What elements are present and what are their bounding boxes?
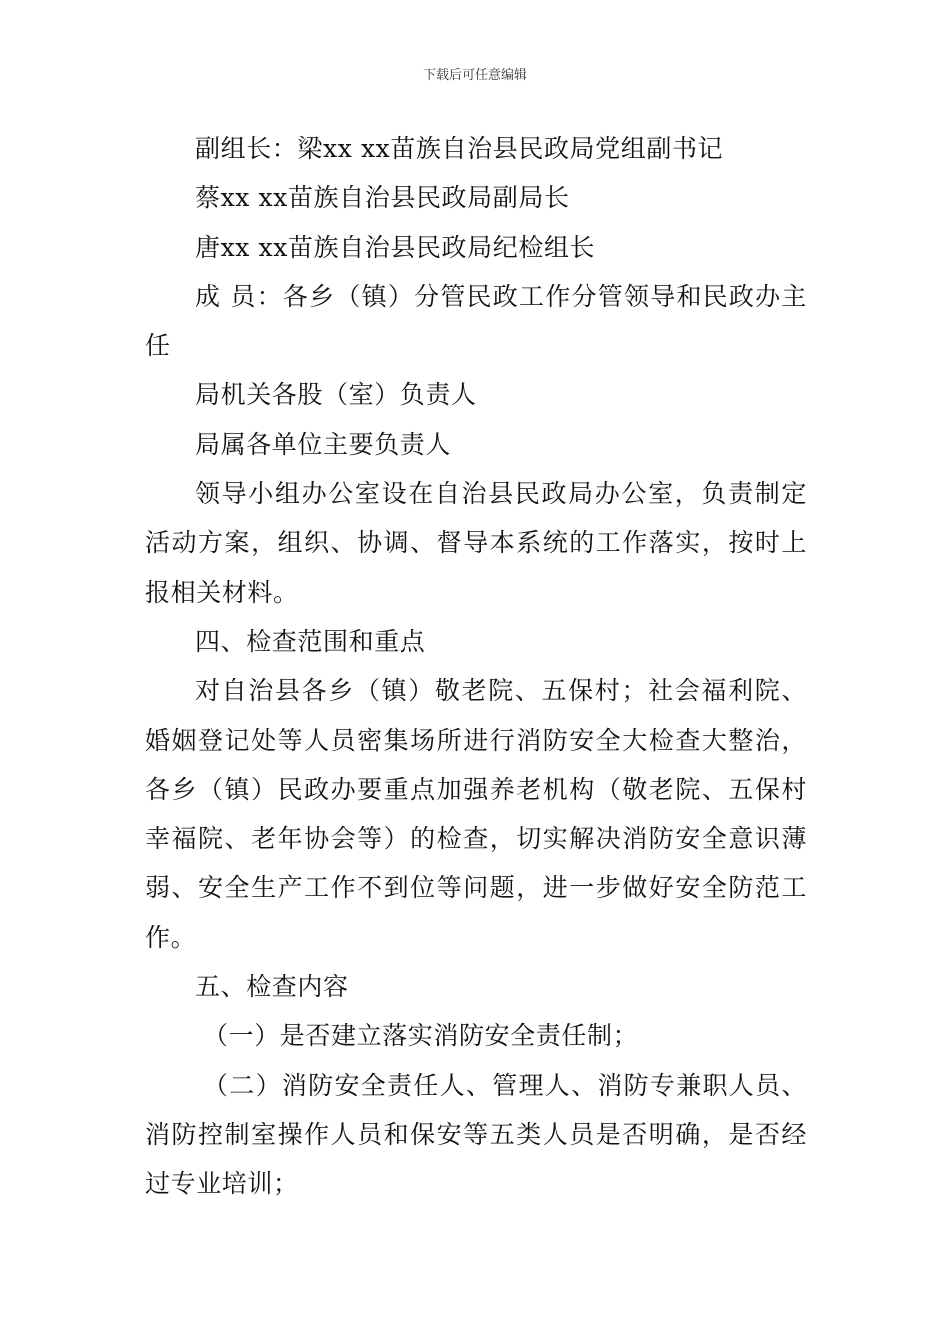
section-heading-scope: 四、检查范围和重点 bbox=[195, 626, 426, 656]
document-body bbox=[145, 124, 807, 1209]
scope-paragraph: 对自治县各乡（镇）敬老院、五保村；社会福利院、婚姻登记处等人员密集场所进行消防安全大检查大整治，各乡（镇）民政办要重点加强养老机构（敬老院、五保村幸福院、老年协会等）的检查，切实解决消防安全意识薄弱、安全生产工作不到位等问题，进一步做好安全防范工作。 bbox=[145, 676, 807, 952]
content-item-2: （二）消防安全责任人、管理人、消防专兼职人员、消防控制室操作人员和保安等五类人员是否明确，是否经过专业培训； bbox=[145, 1070, 807, 1199]
members-bureau-sections: 局机关各股（室）负责人 bbox=[195, 380, 477, 410]
deputy-leader-cai-line: 蔡xx xx苗族自治县民政局副局长 bbox=[195, 183, 570, 213]
section-heading-content: 五、检查内容 bbox=[195, 972, 349, 1002]
page-header-note: 下载后可任意编辑 bbox=[422, 68, 527, 83]
content-item-1: （一）是否建立落实消防安全责任制； bbox=[203, 1021, 639, 1051]
members-line: 成 员：各乡（镇）分管民政工作分管领导和民政办主任 bbox=[145, 281, 807, 361]
members-affiliated-units: 局属各单位主要负责人 bbox=[195, 429, 452, 459]
office-paragraph: 领导小组办公室设在自治县民政局办公室，负责制定活动方案，组织、协调、督导本系统的工作落实，按时上报相关材料。 bbox=[145, 479, 807, 607]
deputy-leader-tang-line: 唐xx xx苗族自治县民政局纪检组长 bbox=[195, 232, 596, 262]
deputy-leader-line: 副组长：梁xx xx苗族自治县民政局党组副书记 bbox=[195, 134, 724, 163]
